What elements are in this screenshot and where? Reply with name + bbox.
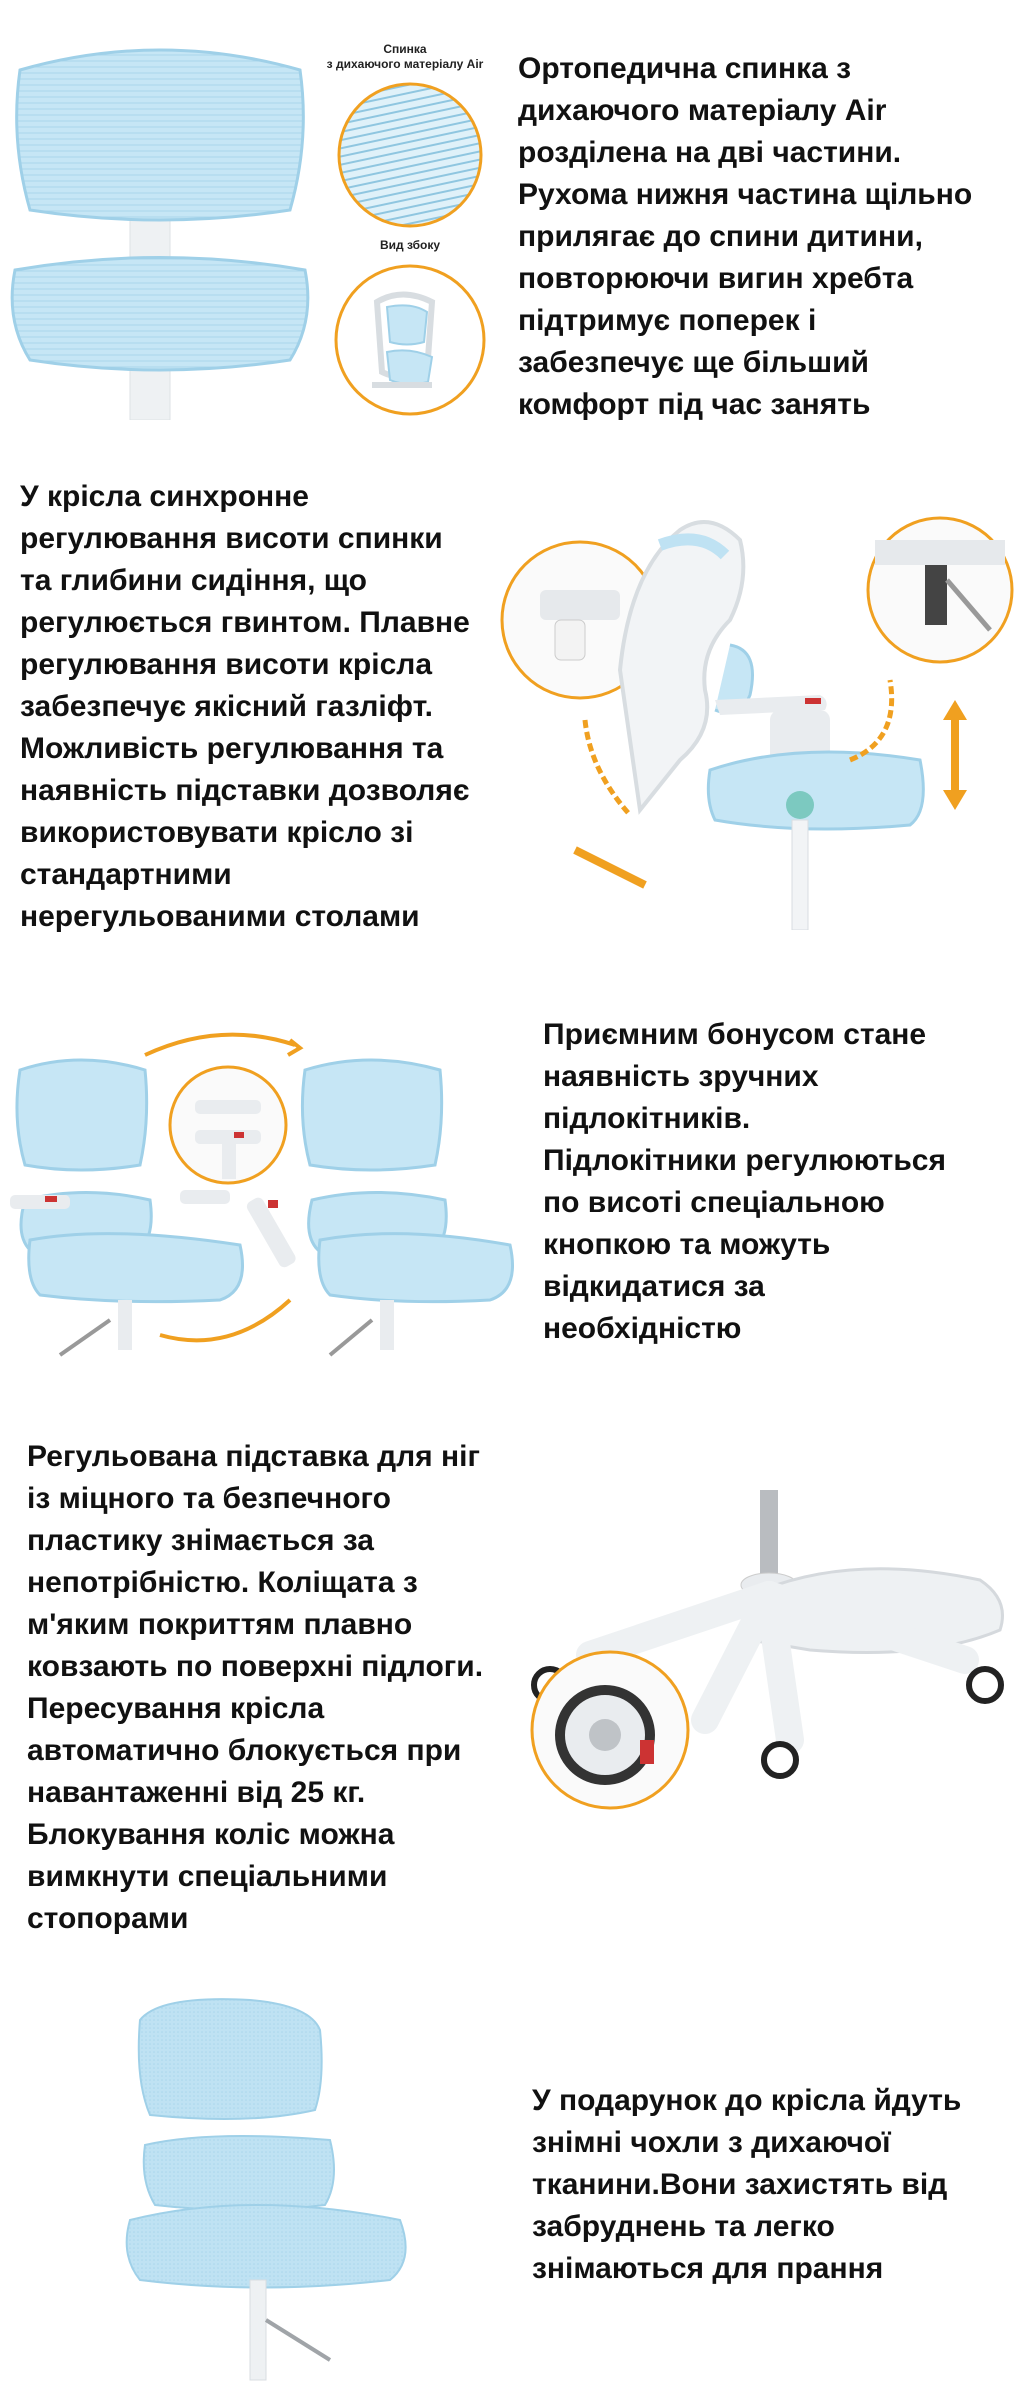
caption-backrest: Спинка з дихаючого матеріалу Air <box>326 42 484 71</box>
section2-text: У крісла синхронне регулювання висоти спинки та глибини сидіння, що регулюється гвинтом. Плавне регулювання висоти крісла забезпечує якісний газліфт. Можливість регулювання та наявність підставки дозволяє використовувати крісло зі стандартними нерегульованими столами <box>20 480 470 933</box>
section5-text: У подарунок до крісла йдуть знімні чохли з дихаючої тканини.Вони захистять від забруднень та легко знімаються для прання <box>532 2084 962 2285</box>
caption-side-view: Вид збоку <box>379 238 441 252</box>
section4-text: Регульована підставка для ніг із міцного та безпечного пластику знімається за непотрібністю. Коліщата з м'яким покриттям плавно ковзають по поверхні підлоги. Пересування крісла автоматично блокується при навантаженні від 25 кг. Блокування коліс можна вимкнути спеціальними стопорами <box>27 1440 484 1935</box>
section3-text: Приємним бонусом стане наявність зручних підлокітників. Підлокітники регулюються по висоті спеціальною кнопкою та можуть відкидатися за необхідністю <box>543 1018 946 1345</box>
section-adjustment <box>0 460 1020 960</box>
footrest-base-image <box>510 1490 1020 1910</box>
chair-adjustment-image <box>500 510 1015 930</box>
chair-covers-image <box>100 1990 440 2388</box>
mesh-closeup-image <box>335 80 485 230</box>
section1-text: Ортопедична спинка з дихаючого матеріалу Air розділена на дві частини. Рухома нижня частина щільно прилягає до спини дитини, повторюючи вигин хребта підтримує поперек і забезпечує ще більший комфорт під час занять <box>518 52 973 421</box>
section-armrests <box>0 990 1020 1390</box>
armrests-image <box>0 1000 530 1370</box>
section-backrest <box>0 0 1020 440</box>
section-footrest-wheels <box>0 1420 1020 1940</box>
side-view-image <box>332 262 488 418</box>
chair-backrest-image <box>0 40 320 420</box>
section-covers <box>0 1960 1020 2388</box>
